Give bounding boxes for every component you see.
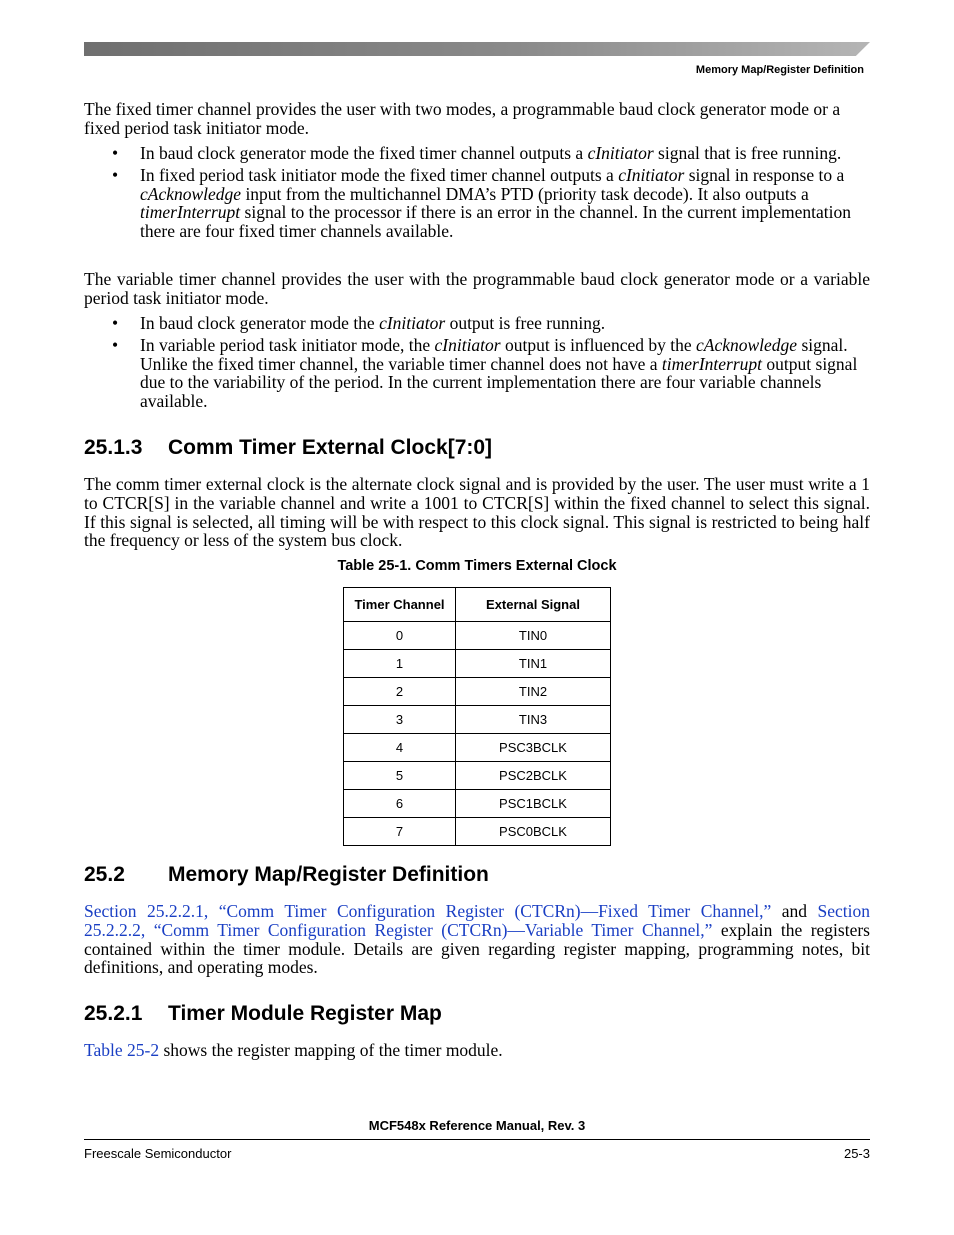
cell-timer-channel: 4	[344, 734, 456, 762]
cell-external-signal: PSC2BCLK	[456, 762, 611, 790]
intro-paragraph-2: The variable timer channel provides the user with the programmable baud clock generator mode or a variable period task initiator mode.	[84, 269, 870, 308]
footer-page-number: 25-3	[843, 1146, 870, 1161]
table-header-row	[344, 588, 611, 622]
running-head: Memory Map/Register Definition	[695, 64, 864, 76]
column-header-external-signal: External Signal	[456, 588, 611, 622]
table-row	[344, 790, 611, 818]
section-link-25-2-2-1[interactable]: Section 25.2.2.1, “Comm Timer Configuration Register (CTCRn)—Fixed Timer Channel,”	[84, 901, 772, 921]
cell-external-signal: PSC1BCLK	[456, 790, 611, 818]
bullet-glyph: •	[112, 164, 119, 185]
table-caption: Table 25-1. Comm Timers External Clock	[337, 558, 617, 574]
list-item: • In baud clock generator mode the cInitiator output is free running.	[112, 313, 606, 333]
table-row	[344, 734, 611, 762]
fixed-channel-bullets	[112, 144, 870, 244]
bullet-glyph: •	[112, 143, 119, 163]
table-row	[344, 622, 611, 650]
table-link-25-2[interactable]: Table 25-2	[84, 1040, 160, 1060]
section-25-2-paragraph: Section 25.2.2.1, “Comm Timer Configuration Register (CTCRn)—Fixed Timer Channel,” and Section 25.2.2.2, “Comm Timer Configuration Register (CTCRn)—Variable Timer Channel,” explain the registers contained within the timer module. Details are given regarding register mapping, programming notes, bit definitions, and operating modes.	[84, 901, 870, 978]
variable-channel-bullets	[112, 314, 870, 414]
section-25-2-1-paragraph: Table 25-2 shows the register mapping of the timer module.	[84, 1040, 503, 1060]
table-body	[344, 622, 611, 846]
cell-external-signal: PSC3BCLK	[456, 734, 611, 762]
footer-company: Freescale Semiconductor	[84, 1146, 232, 1161]
table-row	[344, 678, 611, 706]
column-header-timer-channel: Timer Channel	[344, 588, 456, 622]
section-heading-25-2-1: 25.2.1 Timer Module Register Map	[84, 1002, 442, 1025]
section-25-1-3-paragraph: The comm timer external clock is the alternate clock signal and is provided by the user. The user must write a 1 to CTCR[S] in the variable channel and write a 1001 to CTCR[S] within the fixed channel to select this signal. If this signal is selected, all timing will be with respect to this clock signal. This signal is restricted to being half the frequency or less of the system bus clock.	[84, 474, 870, 551]
cell-external-signal: TIN2	[456, 678, 611, 706]
table-row	[344, 706, 611, 734]
comm-timers-table	[343, 587, 611, 846]
cell-timer-channel: 7	[344, 818, 456, 846]
cell-timer-channel: 1	[344, 650, 456, 678]
cell-timer-channel: 2	[344, 678, 456, 706]
section-heading-25-1-3: 25.1.3 Comm Timer External Clock[7:0]	[84, 436, 493, 459]
footer-manual-title: MCF548x Reference Manual, Rev. 3	[368, 1118, 586, 1133]
bullet-glyph: •	[112, 334, 119, 355]
cell-external-signal: TIN0	[456, 622, 611, 650]
cell-timer-channel: 3	[344, 706, 456, 734]
list-item: • In fixed period task initiator mode the fixed timer channel outputs a cInitiator signal in response to a cAcknowledge input from the multichannel DMA’s PTD (priority task decode). It also outputs a timerInterrupt signal to the processor if there is an error in the channel. In the current implementation there are four fixed timer channels available.	[112, 164, 851, 242]
header-bar	[84, 42, 870, 56]
cell-external-signal: TIN3	[456, 706, 611, 734]
section-link-25-2-2-2[interactable]: Section 25.2.2.2, “Comm Timer Configuration Register (CTCRn)—Variable Timer Channel,”	[84, 901, 870, 940]
cell-timer-channel: 5	[344, 762, 456, 790]
footer-divider	[84, 1139, 870, 1140]
cell-external-signal: PSC0BCLK	[456, 818, 611, 846]
table-row	[344, 650, 611, 678]
table-row	[344, 762, 611, 790]
section-heading-25-2: 25.2 Memory Map/Register Definition	[84, 863, 489, 886]
cell-external-signal: TIN1	[456, 650, 611, 678]
bullet-glyph: •	[112, 313, 119, 333]
cell-timer-channel: 6	[344, 790, 456, 818]
list-item: • In baud clock generator mode the fixed timer channel outputs a cInitiator signal that is free running.	[112, 143, 842, 163]
cell-timer-channel: 0	[344, 622, 456, 650]
intro-paragraph-1: The fixed timer channel provides the user with two modes, a programmable baud clock generator mode or a fixed period task initiator mode.	[84, 99, 841, 138]
table-row	[344, 818, 611, 846]
list-item: • In variable period task initiator mode, the cInitiator output is influenced by the cAcknowledge signal. Unlike the fixed timer channel, the variable timer channel does not have a timerInterrupt output signal due to the variability of the period. In the current implementation there are four variable channels available.	[112, 334, 858, 412]
